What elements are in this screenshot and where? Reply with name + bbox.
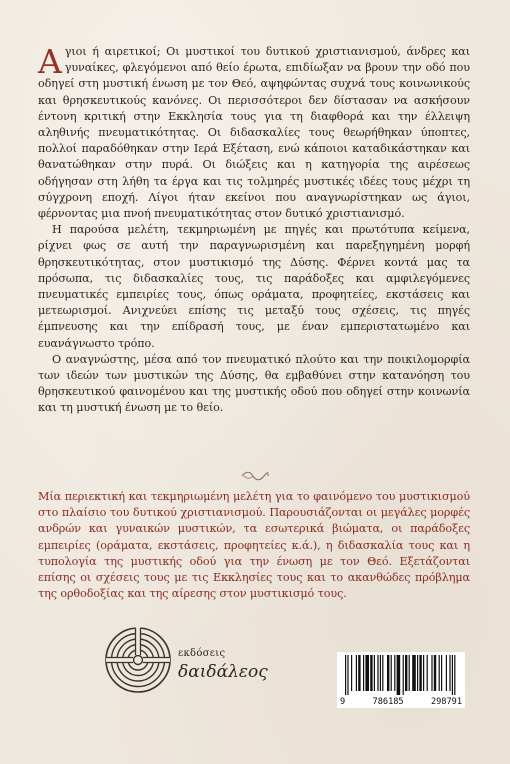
summary-text: Μία περιεκτική και τεκμηριωμένη μελέτη για το φαινόμενο του μυστικισμού στο πλαίσιο του δυτικού χριστιανισμού. Παρουσιάζονται οι μεγάλες μορφές ανδρών και γυναικών μυστικών, τα εσωτερικά βιώματα, οι παράδοξες εμπειρίες (οράματα, εκστάσεις, προφητείες κ.ά.), η διδασκαλία τους και η τυπολογία της μυστικής οδού για την ένωση με τον Θεό. Εξετάζονται επίσης οι σχέσεις τους με τις Εκκλησίες τους και το ακανθώδες πρόβλημα της ορθοδοξίας και της αίρεσης στον μυστικισμό τους. xyxy=(38,490,470,601)
flourish-divider-icon xyxy=(240,470,270,482)
barcode-bar xyxy=(397,655,401,695)
barcode-bar xyxy=(387,655,389,691)
barcode-bar xyxy=(434,655,436,691)
publisher-line-1: εκδόσεις xyxy=(178,648,226,659)
barcode-bar xyxy=(446,655,447,691)
barcode-bar xyxy=(394,655,395,691)
barcode-bar xyxy=(370,655,372,691)
barcode-bars xyxy=(337,652,465,696)
barcode-bar xyxy=(380,655,381,691)
barcode-bar xyxy=(347,655,348,695)
barcode-bar xyxy=(377,655,378,691)
barcode-bar xyxy=(391,655,392,691)
barcode-digit-group-1: 9 xyxy=(340,697,346,707)
barcode-bar xyxy=(419,655,421,691)
barcode-bar xyxy=(412,655,416,691)
barcode-bar xyxy=(363,655,364,691)
barcode-bar xyxy=(427,655,428,691)
barcode-bar xyxy=(403,655,404,695)
barcode-bar xyxy=(452,655,453,695)
publisher-name xyxy=(178,641,268,682)
barcode-bar xyxy=(417,655,418,691)
barcode-digit-group-2: 786185 xyxy=(372,697,404,707)
intro-paragraph-3: Ο αναγνώστης, μέσα από τον πνευματικό πλούτο και την ποικιλομορφία των ιδεών των μυστικών της Δύσης, θα εμβαθύνει στην κατανόηση του θρησκευτικού φαινομένου και της μυστικής οδού που οδηγεί στην κοινωνία και τη μυστική ένωση με το θείο. xyxy=(38,352,470,415)
barcode-bar xyxy=(358,655,360,691)
publisher-line-2: δαιδάλεος xyxy=(178,662,268,682)
drop-cap: Α xyxy=(38,42,62,81)
barcode-bar xyxy=(382,655,383,691)
isbn-barcode xyxy=(337,652,465,708)
barcode-bar xyxy=(423,655,424,691)
intro-paragraph-1: Αγιοι ή αιρετικοί; Οι μυστικοί του δυτικού χριστιανισμού, άνδρες και γυναίκες, φλεγόμενοι από θείο έρωτα, επιδίωξαν να βρουν την οδό που οδηγεί στη μυστική ένωση με τον Θεό, αψηφώντας συχνά τους κοινωνικούς και θρησκευτικούς κανόνες. Οι περισσότεροι δεν δίστασαν να ασκήσουν έντονη κριτική στην Εκκλησία τους για τη διαφθορά και την έλλειψη αληθινής πνευματικότητας. Οι διδασκαλίες τους θεωρήθηκαν ύποπτες, πολλοί παραδόθηκαν στην Ιερά Εξέταση, ενώ κάποιοι καταδικάστηκαν και θανατώθηκαν στην πυρά. Οι διώξεις και η κατηγορία της αιρέσεως οδήγησαν στη λήθη τα έργα και τις τολμηρές μυστικές ιδέες τους μέχρι τη σύγχρονη εποχή. Λίγοι ήταν εκείνοι που αναγνωρίστηκαν ως άγιοι, φέρνοντας μια πνοή πνευματικότητας στον δυτικό χριστιανισμό. xyxy=(38,42,470,221)
barcode-bar xyxy=(374,655,375,691)
barcode-bar xyxy=(351,655,352,691)
barcode-bar xyxy=(439,655,440,691)
barcode-bar xyxy=(409,655,410,691)
barcode-digit-group-3: 298791 xyxy=(430,697,462,707)
barcode-bar xyxy=(365,655,369,691)
barcode-bar xyxy=(405,655,407,691)
intro-paragraph-2: Η παρούσα μελέτη, τεκμηριωμένη με πηγές και πρωτότυπα κείμενα, ρίχνει φως σε αυτή την παραγνωρισμένη και παρεξηγημένη μορφή θρησκευτικότητας, στον μυστικισμό της Δύσης. Φέρνει κοντά μας τα πρόσωπα, τις διδασκαλίες τους, τις παράδοξες και αμφιλεγόμενες πνευματικές εμπειρίες τους, όπως οράματα, προφητείες, εκστάσεις και μετεωρισμοί. Ανιχνεύει επίσης τις μεταξύ τους σχέσεις, τις πηγές έμπνευσης και την επίδρασή τους, με έναν εμπεριστατωμένο και ευανάγνωστο τρόπο. xyxy=(38,223,470,350)
barcode-bar xyxy=(441,655,442,691)
barcode-bar xyxy=(356,655,357,691)
barcode-digits xyxy=(337,697,465,707)
labyrinth-logo-icon xyxy=(104,626,172,694)
barcode-bar xyxy=(431,655,432,691)
barcode-bar xyxy=(454,655,455,695)
barcode-bar xyxy=(449,655,450,691)
barcode-bar xyxy=(345,655,346,695)
intro-text xyxy=(38,44,470,417)
